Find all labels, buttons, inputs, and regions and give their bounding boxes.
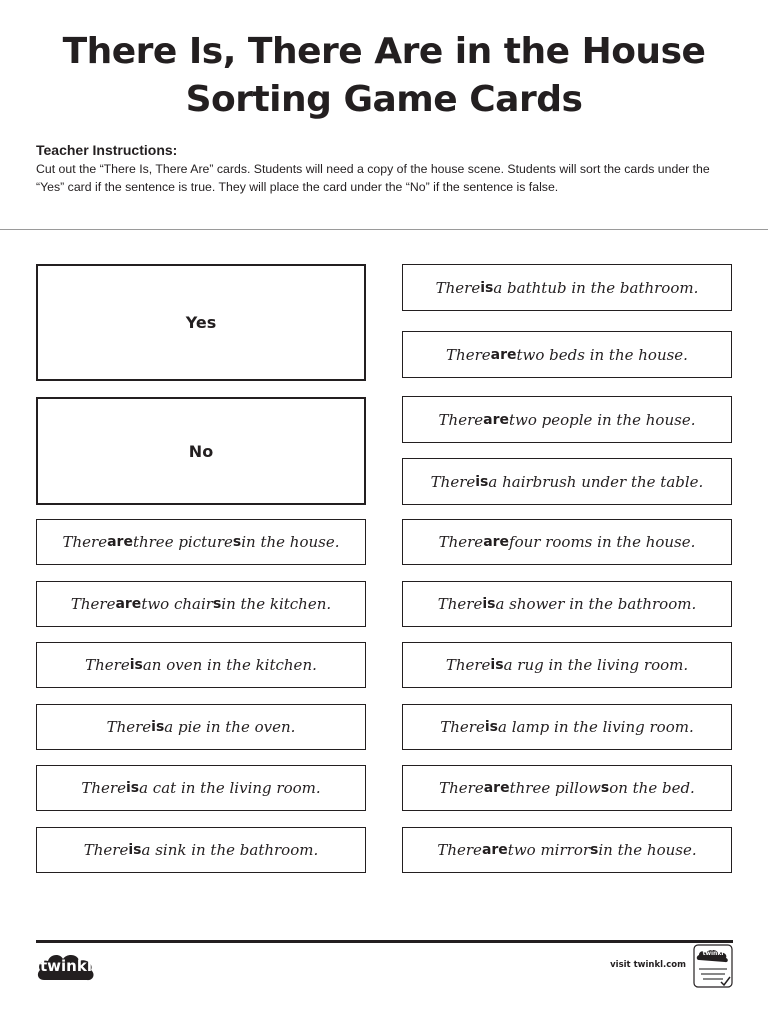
sentence-card[interactable]	[402, 396, 732, 443]
sentence-card[interactable]	[36, 581, 366, 627]
card-plural-s: s	[600, 780, 610, 796]
card-verb: is	[125, 780, 140, 796]
card-text-start: There	[435, 278, 481, 297]
card-text-end: in the house.	[241, 533, 340, 551]
instructions-heading: Teacher Instructions:	[36, 142, 178, 158]
page-title	[0, 28, 768, 124]
page-title-line-1: There Is, There Are in the House	[62, 31, 706, 72]
sentence-card[interactable]	[402, 827, 732, 873]
badge-brand-text: twinkl	[702, 950, 724, 957]
instructions-body: Cut out the “There Is, There Are” cards. Students will need a copy of the house scene. Students will sort the cards under the “Yes” card if the sentence is true. They will place the card under the “No” if the sentence is false.	[36, 162, 710, 194]
twinkl-logo-text: twinkl	[40, 957, 92, 975]
page-title-line-2: Sorting Game Cards	[185, 79, 583, 120]
card-verb: is	[128, 842, 142, 858]
sentence-card[interactable]	[36, 519, 366, 565]
card-text-start: There	[445, 656, 491, 674]
card-text-start: There	[83, 841, 129, 859]
card-verb: is	[129, 657, 143, 673]
card-text-middle: a hairbrush under the table.	[488, 472, 704, 491]
card-text-middle: two people in the house.	[508, 410, 696, 429]
card-verb: are	[481, 842, 508, 858]
card-text-start: There	[62, 533, 108, 551]
card-verb: are	[490, 346, 517, 363]
visit-website-link[interactable]: visit twinkl.com	[610, 960, 686, 970]
sentence-card[interactable]	[36, 765, 366, 811]
card-text-middle: a bathtub in the bathroom.	[493, 278, 699, 297]
card-verb: are	[107, 534, 133, 550]
card-plural-s: s	[232, 534, 242, 550]
card-verb: are	[483, 534, 510, 550]
card-text-middle: two beds in the house.	[516, 345, 688, 364]
sentence-card[interactable]	[402, 264, 732, 311]
sentence-card[interactable]	[402, 458, 732, 505]
footer-divider	[36, 940, 733, 943]
section-divider	[0, 229, 768, 230]
quality-standard-badge-icon	[693, 944, 733, 988]
sentence-card[interactable]	[402, 581, 732, 627]
card-text-middle: three pillow	[509, 779, 601, 797]
card-verb: is	[151, 719, 165, 735]
no-header-card[interactable]	[36, 397, 366, 505]
card-text-middle: a pie in the oven.	[164, 718, 296, 736]
yes-header-label: Yes	[185, 313, 217, 332]
sentence-card[interactable]	[402, 704, 732, 750]
card-text-start: There	[106, 718, 152, 736]
card-text-start: There	[438, 410, 484, 429]
card-text-end: on the bed.	[609, 779, 695, 797]
twinkl-logo	[36, 950, 96, 984]
card-text-middle: a lamp in the living room.	[498, 718, 694, 736]
card-text-start: There	[70, 595, 116, 613]
card-text-start: There	[81, 779, 126, 797]
card-text-middle: two chair	[141, 595, 213, 613]
card-plural-s: s	[212, 596, 222, 612]
card-text-middle: a rug in the living room.	[503, 656, 689, 674]
sentence-card[interactable]	[402, 519, 732, 565]
card-text-middle: an oven in the kitchen.	[142, 656, 317, 674]
card-text-start: There	[446, 345, 491, 364]
sentence-card[interactable]	[402, 642, 732, 688]
sentence-card[interactable]	[36, 827, 366, 873]
card-verb: is	[475, 473, 489, 490]
yes-header-card[interactable]	[36, 264, 366, 381]
card-text-middle: three picture	[132, 533, 233, 551]
sentence-card[interactable]	[402, 331, 732, 378]
card-text-start: There	[85, 656, 130, 674]
card-verb: is	[490, 657, 504, 673]
card-text-start: There	[437, 595, 483, 613]
card-text-start: There	[439, 779, 484, 797]
card-text-end: in the house.	[598, 841, 697, 859]
card-verb: is	[482, 596, 496, 612]
card-text-start: There	[440, 718, 485, 736]
card-plural-s: s	[590, 842, 599, 858]
card-text-middle: four rooms in the house.	[509, 533, 696, 551]
sentence-card[interactable]	[402, 765, 732, 811]
card-verb: are	[115, 596, 142, 612]
card-text-middle: a shower in the bathroom.	[495, 595, 697, 613]
card-verb: are	[483, 780, 510, 796]
card-text-middle: a sink in the bathroom.	[141, 841, 319, 859]
card-verb: is	[480, 279, 494, 296]
card-text-end: in the kitchen.	[221, 595, 332, 613]
card-text-middle: a cat in the living room.	[139, 779, 321, 797]
sentence-card[interactable]	[36, 704, 366, 750]
card-verb: is	[484, 719, 498, 735]
card-text-start: There	[430, 472, 476, 491]
sentence-card[interactable]	[36, 642, 366, 688]
card-text-middle: two mirror	[507, 841, 591, 859]
no-header-label: No	[188, 441, 214, 461]
card-text-start: There	[438, 533, 484, 551]
card-text-start: There	[437, 841, 482, 859]
card-verb: are	[483, 411, 509, 428]
